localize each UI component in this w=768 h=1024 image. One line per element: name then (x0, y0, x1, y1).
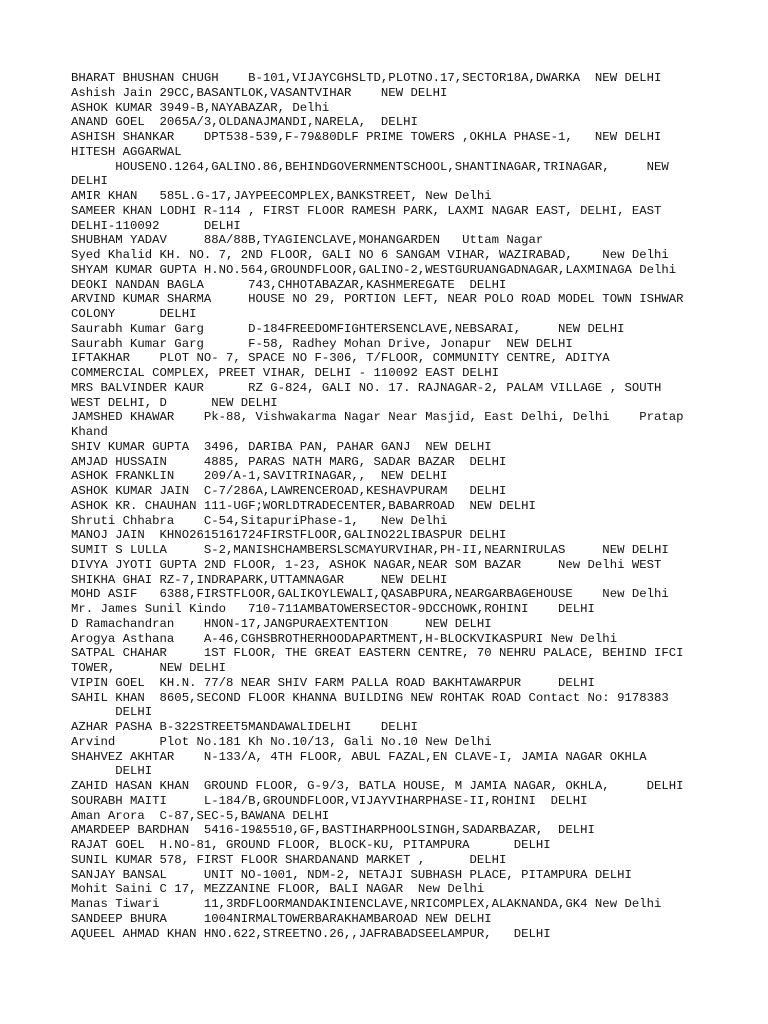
list-line: MRS BALVINDER KAUR RZ G-824, GALI NO. 17. RAJNAGAR-2, PALAM VILLAGE , SOUTH (71, 380, 662, 395)
list-line: SHAHVEZ AKHTAR N-133/A, 4TH FLOOR, ABUL FAZAL,EN CLAVE-I, JAMIA NAGAR OKHLA (71, 749, 647, 764)
list-line: SUNIL KUMAR 578, FIRST FLOOR SHARDANAND MARKET , DELHI (71, 852, 507, 867)
list-line: Saurabh Kumar Garg F-58, Radhey Mohan Drive, Jonapur NEW DELHI (71, 336, 573, 351)
list-line: Manas Tiwari 11,3RDFLOORMANDAKINIENCLAVE,NRICOMPLEX,ALAKNANDA,GK4 New Delhi (71, 897, 662, 911)
list-line: MANOJ JAIN KHNO2615161724FIRSTFLOOR,GALINO22LIBASPUR DELHI (71, 528, 507, 543)
list-line: SHYAM KUMAR GUPTA H.NO.564,GROUNDFLOOR,GALINO-2,WESTGURUANGADNAGAR,LAXMINAGA Delhi (71, 262, 677, 277)
list-line: Arogya Asthana A-46,CGHSBROTHERHOODAPARTMENT,H-BLOCKVIKASPURI New Delhi (71, 631, 618, 646)
list-line: AMJAD HUSSAIN 4885, PARAS NATH MARG, SADAR BAZAR DELHI (71, 454, 507, 469)
list-line: Aman Arora C-87,SEC-5,BAWANA DELHI (71, 808, 330, 823)
list-line: DELHI (71, 705, 153, 720)
list-line: AQUEEL AHMAD KHAN HNO.622,STREETNO.26,,JAFRABADSEELAMPUR, DELHI (71, 926, 551, 941)
list-line: Saurabh Kumar Garg D-184FREEDOMFIGHTERSENCLAVE,NEBSARAI, NEW DELHI (71, 321, 625, 336)
list-line: AZHAR PASHA B-322STREET5MANDAWALIDELHI DELHI (71, 720, 418, 734)
list-line: DELHI-110092 DELHI (71, 218, 241, 233)
list-line: RAJAT GOEL H.NO-81, GROUND FLOOR, BLOCK-KU, PITAMPURA DELHI (71, 838, 551, 852)
list-line: SUMIT S LULLA S-2,MANISHCHAMBERSLSCMAYURVIHAR,PH-II,NEARNIRULAS NEW DELHI (71, 543, 669, 557)
list-line: MOHD ASIF 6388,FIRSTFLOOR,GALIKOYLEWALI,QASABPURA,NEARGARBAGEHOUSE New Delhi (71, 587, 669, 602)
list-line: Khand (71, 425, 108, 439)
list-line: COLONY DELHI (71, 307, 197, 321)
list-line: SATPAL CHAHAR 1ST FLOOR, THE GREAT EASTERN CENTRE, 70 NEHRU PALACE, BEHIND IFCI (71, 646, 684, 661)
list-line: SANJAY BANSAL UNIT NO-1001, NDM-2, NETAJI SUBHASH PLACE, PITAMPURA DELHI (71, 867, 632, 882)
list-line: JAMSHED KHAWAR Pk-88, Vishwakarma Nagar Near Masjid, East Delhi, Delhi Pratap (71, 410, 684, 425)
list-line: HITESH AGGARWAL (71, 144, 182, 159)
list-line: D Ramachandran HNON-17,JANGPURAEXTENTION NEW DELHI (71, 616, 492, 631)
list-line: Syed Khalid KH. NO. 7, 2ND FLOOR, GALI NO 6 SANGAM VIHAR, WAZIRABAD, New Delhi (71, 248, 669, 262)
list-line: Arvind Plot No.181 Kh No.10/13, Gali No.10 New Delhi (71, 734, 492, 749)
list-line: Shruti Chhabra C-54,SitapuriPhase-1, New Delhi (71, 513, 448, 528)
list-line: DELHI (71, 764, 153, 779)
list-line: SANDEEP BHURA 1004NIRMALTOWERBARAKHAMBAROAD NEW DELHI (71, 911, 492, 926)
list-line: ANAND GOEL 2065A/3,OLDANAJMANDI,NARELA, DELHI (71, 115, 418, 130)
list-line: ASHISH SHANKAR DPT538-539,F-79&80DLF PRIME TOWERS ,OKHLA PHASE-1, NEW DELHI (71, 130, 662, 144)
list-line: SHUBHAM YADAV 88A/88B,TYAGIENCLAVE,MOHANGARDEN Uttam Nagar (71, 233, 544, 248)
address-list (71, 71, 711, 941)
list-line: Mohit Saini C 17, MEZZANINE FLOOR, BALI NAGAR New Delhi (71, 882, 485, 897)
list-line: Ashish Jain 29CC,BASANTLOK,VASANTVIHAR NEW DELHI (71, 85, 448, 100)
list-line: ARVIND KUMAR SHARMA HOUSE NO 29, PORTION LEFT, NEAR POLO ROAD MODEL TOWN ISHWAR (71, 292, 684, 307)
list-line: Mr. James Sunil Kindo 710-711AMBATOWERSECTOR-9DCCHOWK,ROHINI DELHI (71, 602, 595, 616)
list-line: ASHOK FRANKLIN 209/A-1,SAVITRINAGAR,, NEW DELHI (71, 469, 448, 484)
list-line: AMARDEEP BARDHAN 5416-19&5510,GF,BASTIHARPHOOLSINGH,SADARBAZAR, DELHI (71, 823, 595, 838)
list-line: SAMEER KHAN LODHI R-114 , FIRST FLOOR RAMESH PARK, LAXMI NAGAR EAST, DELHI, EAST (71, 203, 662, 218)
list-line: HOUSENO.1264,GALINO.86,BEHINDGOVERNMENTSCHOOL,SHANTINAGAR,TRINAGAR, NEW (71, 159, 669, 174)
list-line: IFTAKHAR PLOT NO- 7, SPACE NO F-306, T/FLOOR, COMMUNITY CENTRE, ADITYA (71, 351, 610, 366)
list-line: SAHIL KHAN 8605,SECOND FLOOR KHANNA BUILDING NEW ROHTAK ROAD Contact No: 9178383 (71, 690, 669, 705)
list-line: TOWER, NEW DELHI (71, 661, 226, 675)
list-line: DEOKI NANDAN BAGLA 743,CHHOTABAZAR,KASHMEREGATE DELHI (71, 277, 507, 292)
list-line: COMMERCIAL COMPLEX, PREET VIHAR, DELHI - 110092 EAST DELHI (71, 366, 500, 380)
list-line: AMIR KHAN 585L.G-17,JAYPEECOMPLEX,BANKSTREET, New Delhi (71, 189, 492, 203)
list-line: BHARAT BHUSHAN CHUGH B-101,VIJAYCGHSLTD,PLOTNO.17,SECTOR18A,DWARKA NEW DELHI (71, 71, 662, 85)
list-line: DELHI (71, 174, 108, 189)
list-line: DIVYA JYOTI GUPTA 2ND FLOOR, 1-23, ASHOK NAGAR,NEAR SOM BAZAR New Delhi WEST (71, 557, 662, 572)
list-line: ASHOK KUMAR 3949-B,NAYABAZAR, Delhi (71, 100, 330, 115)
list-line: SOURABH MAITI L-184/B,GROUNDFLOOR,VIJAYVIHARPHASE-II,ROHINI DELHI (71, 793, 588, 808)
list-line: VIPIN GOEL KH.N. 77/8 NEAR SHIV FARM PALLA ROAD BAKHTAWARPUR DELHI (71, 675, 595, 690)
list-line: ZAHID HASAN KHAN GROUND FLOOR, G-9/3, BATLA HOUSE, M JAMIA NAGAR, OKHLA, DELHI (71, 779, 684, 793)
list-line: ASHOK KUMAR JAIN C-7/286A,LAWRENCEROAD,KESHAVPURAM DELHI (71, 484, 507, 498)
list-line: SHIV KUMAR GUPTA 3496, DARIBA PAN, PAHAR GANJ NEW DELHI (71, 439, 492, 454)
list-line: WEST DELHI, D NEW DELHI (71, 395, 278, 410)
list-line: ASHOK KR. CHAUHAN 111-UGF;WORLDTRADECENTER,BABARROAD NEW DELHI (71, 498, 536, 513)
list-line: SHIKHA GHAI RZ-7,INDRAPARK,UTTAMNAGAR NEW DELHI (71, 572, 448, 587)
